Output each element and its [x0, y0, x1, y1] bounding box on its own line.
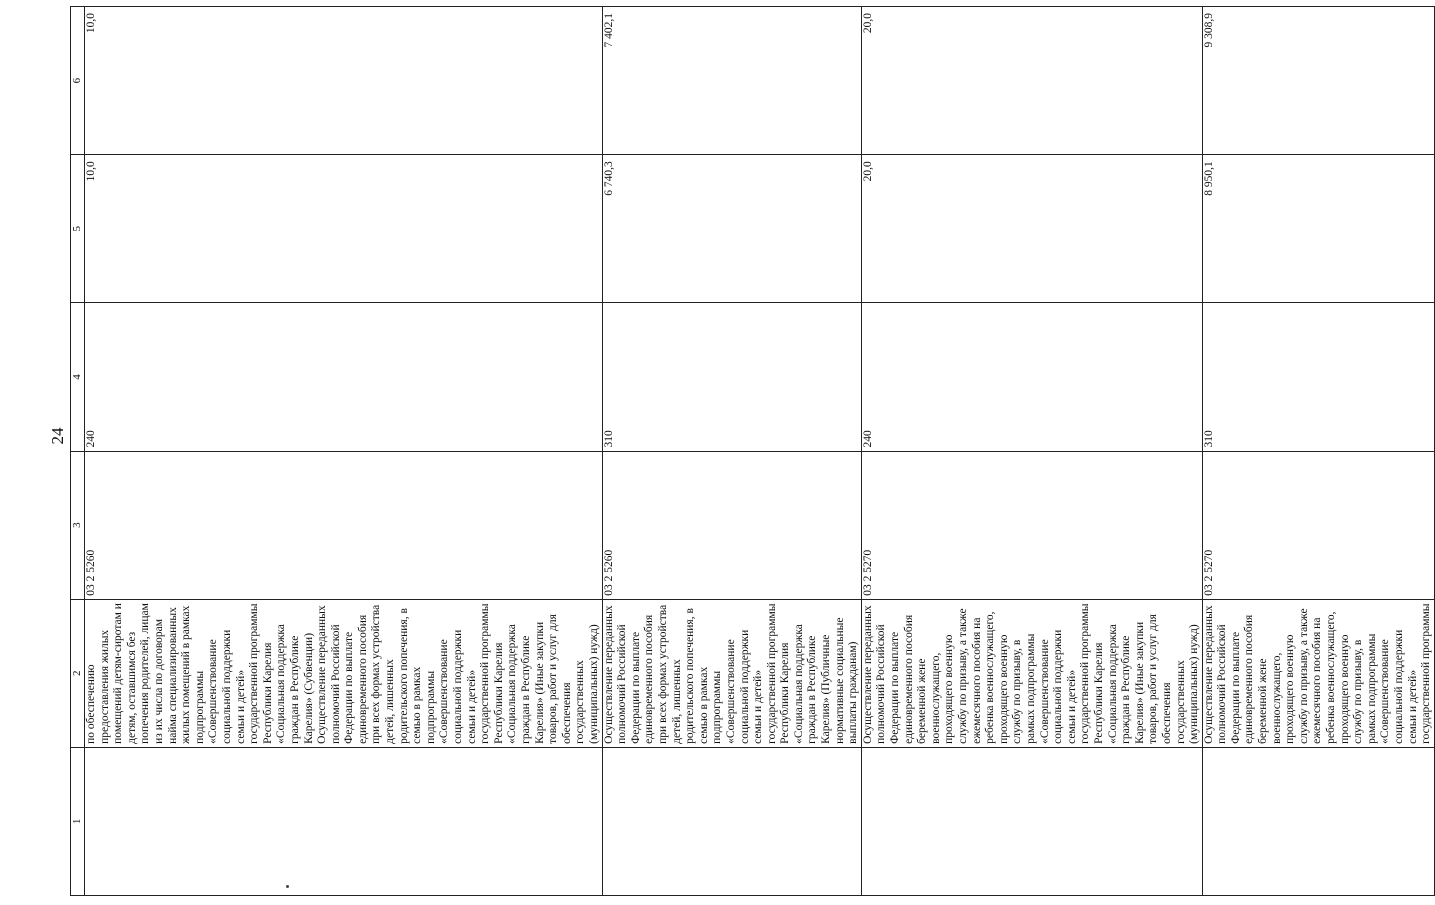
cell-code: 03 2 5260: [85, 451, 603, 599]
cell-description: Осуществление переданных полномочий Российской Федерации по выплате единовременного пособия при всех формах устройства детей, лишенных родительского попечения, в семью в рамках подпрограммы «Совершенствование социальной поддержки семьи и детей» государственной программы Республики Карелия «Социальная поддержка граждан в Республике Карелия» (Публичные нормативные социальные выплаты гражданам): [602, 599, 861, 747]
cell-value-6: 7 402,1: [602, 7, 861, 155]
cell-description: Осуществление переданных полномочий Российской Федерации по выплате единовременного пособия беременной жене военнослужащего, проходящего военную службу по призыву, а также ежемесячного пособия на ребенка военнослужащего, проходящего военную службу по призыву, в рамках подпрограммы «Совершенствование социальной поддержки семьи и детей» государственной программы Республики Карелия «Социальная поддержка граждан в Республике Карелия» (Иные закупки товаров, работ и услуг для обеспечения государственных (муниципальных) нужд): [861, 599, 1202, 747]
cell-type: 310: [1202, 303, 1434, 451]
header-col-2: 2: [71, 599, 85, 747]
cell-description: Осуществление переданных полномочий Российской Федерации по выплате единовременного пособия беременной жене военнослужащего, проходящего военную службу по призыву, а также ежемесячного пособия на ребенка военнослужащего, проходящего военную службу по призыву, в рамках подпрограммы «Совершенствование социальной поддержки семьи и детей» государственной программы: [1202, 599, 1434, 747]
table-row: [602, 7, 861, 896]
cell-col1: [1202, 747, 1434, 895]
cell-value-6: 9 308,9: [1202, 7, 1434, 155]
table-row: [861, 7, 1202, 896]
table-row: [85, 7, 603, 896]
cell-value-6: 20,0: [861, 7, 1202, 155]
table-row: [1202, 7, 1434, 896]
cell-col1: [861, 747, 1202, 895]
cell-type: 240: [85, 303, 603, 451]
header-col-6: 6: [71, 7, 85, 155]
page-number: 24: [48, 427, 67, 445]
row-description: Осуществление переданных полномочий Российской Федерации по выплате единовременного пособия при всех формах устройства детей, лишенных родительского попечения, в семью в рамках подпрограммы «Совершенствование социальной поддержки семьи и детей» государственной программы Республики Карелия «Социальная поддержка граждан в Республике Карелия» (Иные закупки товаров, работ и услуг для обеспечения государственных (муниципальных) нужд): [316, 603, 600, 744]
cell-value-5: 8 950,1: [1202, 155, 1434, 303]
cell-value-5: 6 740,3: [602, 155, 861, 303]
cell-type: 310: [602, 303, 861, 451]
header-col-5: 5: [71, 155, 85, 303]
header-col-4: 4: [71, 303, 85, 451]
cell-code: 03 2 5270: [1202, 451, 1434, 599]
header-col-1: 1: [71, 747, 85, 895]
rotated-table-sheet: [70, 6, 1433, 896]
cell-type: 240: [861, 303, 1202, 451]
header-col-3: 3: [71, 451, 85, 599]
cell-value-5: 20,0: [861, 155, 1202, 303]
cell-value-5: 10,0: [85, 155, 603, 303]
cell-value-6: 10,0: [85, 7, 603, 155]
cell-description: [85, 599, 603, 747]
cell-code: 03 2 5270: [861, 451, 1202, 599]
cell-col1: [85, 747, 603, 895]
budget-table: [70, 6, 1435, 896]
cell-code: 03 2 5260: [602, 451, 861, 599]
cell-col1: [602, 747, 861, 895]
intro-description: по обеспечению предоставления жилых помещений детям-сиротам и детям, оставшимся без попечения родителей, лицам из их числа по договорам найма специализированных жилых помещений в рамках подпрограммы «Совершенствование социальной поддержки семьи и детей» государственной программы Республики Карелия «Социальная поддержка граждан в Республике Карелия» (Субвенции): [85, 603, 315, 744]
header-row: [71, 7, 85, 896]
